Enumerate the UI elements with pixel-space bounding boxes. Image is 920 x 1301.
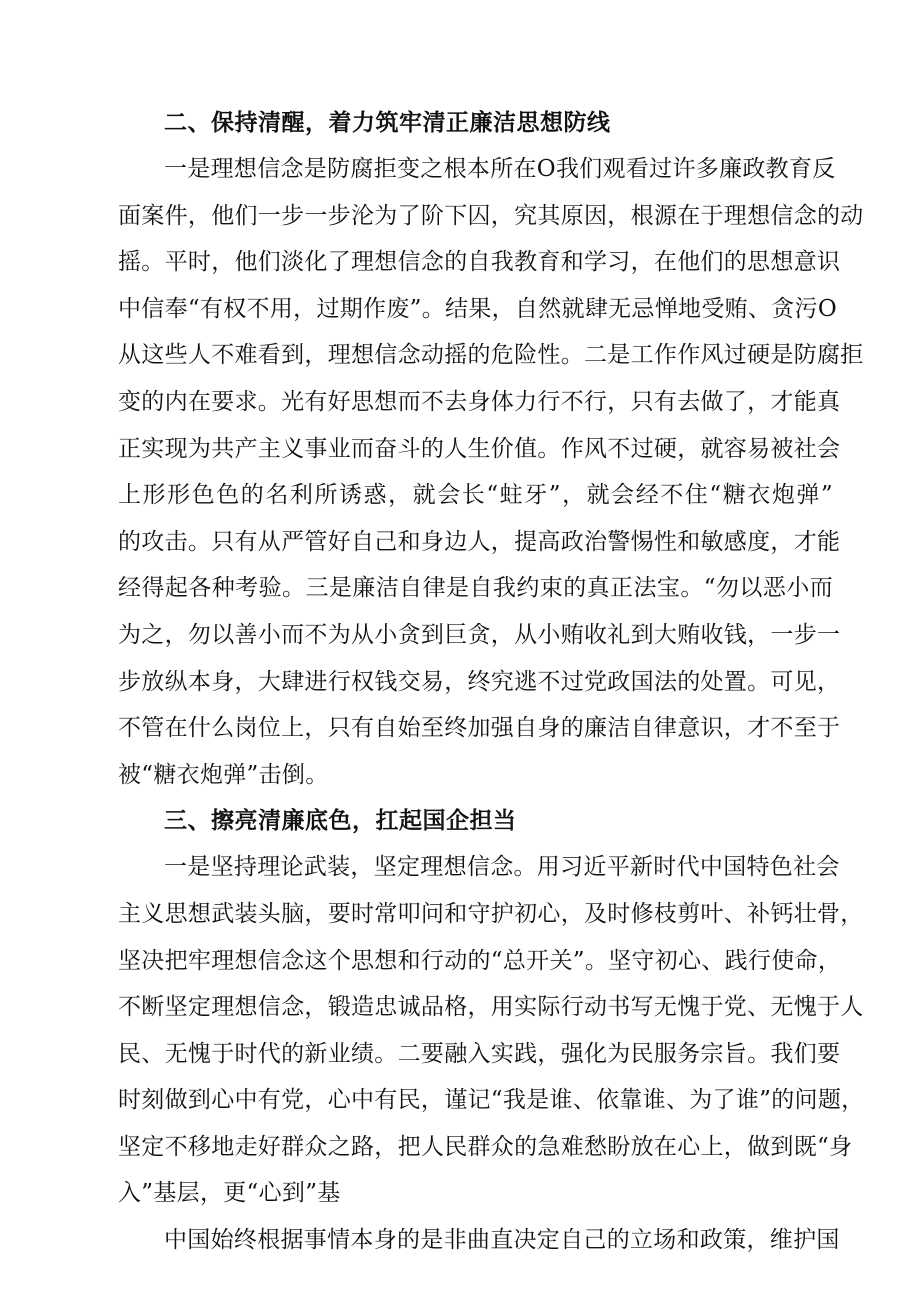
paragraph-line: 中国始终根据事情本身的是非曲直决定自己的立场和政策，维护国 bbox=[164, 1227, 840, 1254]
section-2-paragraph bbox=[118, 146, 864, 798]
paragraph-line: 摇。平时，他们淡化了理想信念的自我教育和学习，在他们的思想意识 bbox=[118, 249, 841, 276]
paragraph-line: 主义思想武装头脑，要时常叩问和守护初心，及时修枝剪叶、补钙壮骨， bbox=[118, 900, 864, 927]
paragraph-line: 的攻击。只有从严管好自己和身边人，提高政治警惕性和敏感度，才能 bbox=[118, 528, 841, 555]
paragraph-line: 时刻做到心中有党，心中有民，谨记“我是谁、依靠谁、为了谁”的问题， bbox=[118, 1087, 865, 1114]
section-2-heading: 二、保持清醒，着力筑牢清正廉洁思想防线 bbox=[164, 109, 611, 136]
paragraph-line: 一是理想信念是防腐拒变之根本所在O我们观看过许多廉政教育反 bbox=[164, 156, 836, 182]
paragraph-line: 上形形色色的名利所诱惑，就会长“蛀牙”，就会经不住“糖衣炮弹” bbox=[118, 482, 833, 509]
paragraph-line: 变的内在要求。光有好思想而不去身体力行不行，只有去做了，才能真 bbox=[118, 388, 841, 415]
paragraph-line: 步放纵本身，大肆进行权钱交易，终究逃不过党政国法的处置。可见， bbox=[118, 668, 841, 695]
paragraph-line: 从这些人不难看到，理想信念动摇的危险性。二是工作作风过硬是防腐拒 bbox=[118, 342, 864, 369]
paragraph-line: 被“糖衣炮弹”击倒。 bbox=[118, 761, 329, 788]
paragraph-line: 坚定不移地走好群众之路，把人民群众的急难愁盼放在心上，做到既“身 bbox=[118, 1133, 853, 1160]
paragraph-line: 为之，勿以善小而不为从小贪到巨贪，从小贿收礼到大贿收钱，一步一 bbox=[118, 621, 841, 648]
paragraph-line: 不断坚定理想信念，锻造忠诚品格，用实际行动书写无愧于党、无愧于人 bbox=[118, 994, 864, 1021]
section-3-heading: 三、擦亮清廉底色，扛起国企担当 bbox=[164, 807, 517, 835]
paragraph-line: 不管在什么岗位上，只有自始至终加强自身的廉洁自律意识，才不至于 bbox=[118, 715, 841, 742]
paragraph-line: 经得起各种考验。三是廉洁自律是自我约束的真正法宝。“勿以恶小而 bbox=[118, 575, 833, 602]
paragraph-line: 民、无愧于时代的新业绩。二要融入实践，强化为民服务宗旨。我们要 bbox=[118, 1040, 841, 1067]
paragraph-line: 入”基层，更“心到”基 bbox=[118, 1180, 341, 1207]
document-page bbox=[118, 100, 865, 1264]
paragraph-line: 中信奉“有权不用，过期作废”。结果，自然就肆无忌惮地受贿、贪污O bbox=[118, 295, 837, 322]
paragraph-line: 一是坚持理论武装，坚定理想信念。用习近平新时代中国特色社会 bbox=[164, 854, 840, 881]
paragraph-line: 坚决把牢理想信念这个思想和行动的“总开关”。坚守初心、践行使命， bbox=[118, 947, 842, 974]
paragraph-line: 面案件，他们一步一步沦为了阶下囚，究其原因，根源在于理想信念的动 bbox=[118, 202, 864, 229]
section-3-paragraph bbox=[118, 844, 865, 1217]
closing-paragraph bbox=[118, 1217, 840, 1264]
paragraph-line: 正实现为共产主义事业而奋斗的人生价值。作风不过硬，就容易被社会 bbox=[118, 435, 841, 462]
